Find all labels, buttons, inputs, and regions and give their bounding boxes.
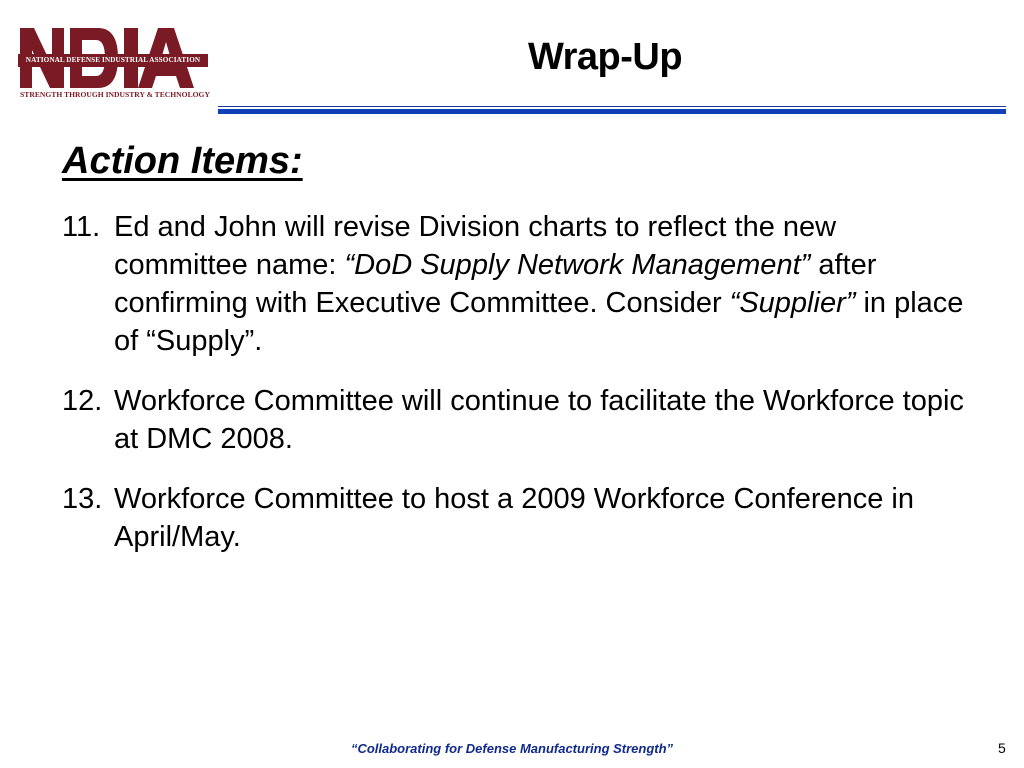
- logo-tagline: STRENGTH THROUGH INDUSTRY & TECHNOLOGY: [20, 90, 210, 99]
- item-text: Workforce Committee to host a 2009 Workforce Conference in April/May.: [114, 483, 915, 553]
- ndia-logo: [18, 26, 212, 102]
- action-item: [62, 480, 982, 556]
- header-rule-thick: [218, 109, 1006, 114]
- footer-slogan: “Collaborating for Defense Manufacturing Strength”: [350, 741, 674, 756]
- item-text: Workforce Committee will continue to facilitate the Workforce topic at DMC 2008.: [114, 385, 964, 455]
- header-rule-thin: [218, 106, 1006, 107]
- action-item: [62, 208, 982, 360]
- action-items-list: [62, 208, 982, 556]
- page-number: 5: [998, 740, 1006, 756]
- supplier-emphasis: “Supplier”: [729, 287, 856, 319]
- item-text-part: after confirming with Executive Committee. Consider: [114, 249, 877, 319]
- item-text-part: in place of “Supply”.: [114, 287, 964, 357]
- item-text-part: Ed and John will revise Division charts to reflect the new committee name:: [114, 211, 837, 281]
- item-number: 11.: [62, 211, 101, 243]
- item-text: [114, 208, 974, 360]
- item-number: 12.: [62, 385, 103, 417]
- slide-title: Wrap-Up: [527, 36, 683, 78]
- action-item: [62, 382, 982, 458]
- section-heading: Action Items:: [62, 140, 303, 182]
- committee-name-emphasis: “DoD Supply Network Management”: [344, 249, 811, 281]
- item-number: 13.: [62, 483, 103, 515]
- logo-association-name: NATIONAL DEFENSE INDUSTRIAL ASSOCIATION: [18, 54, 208, 67]
